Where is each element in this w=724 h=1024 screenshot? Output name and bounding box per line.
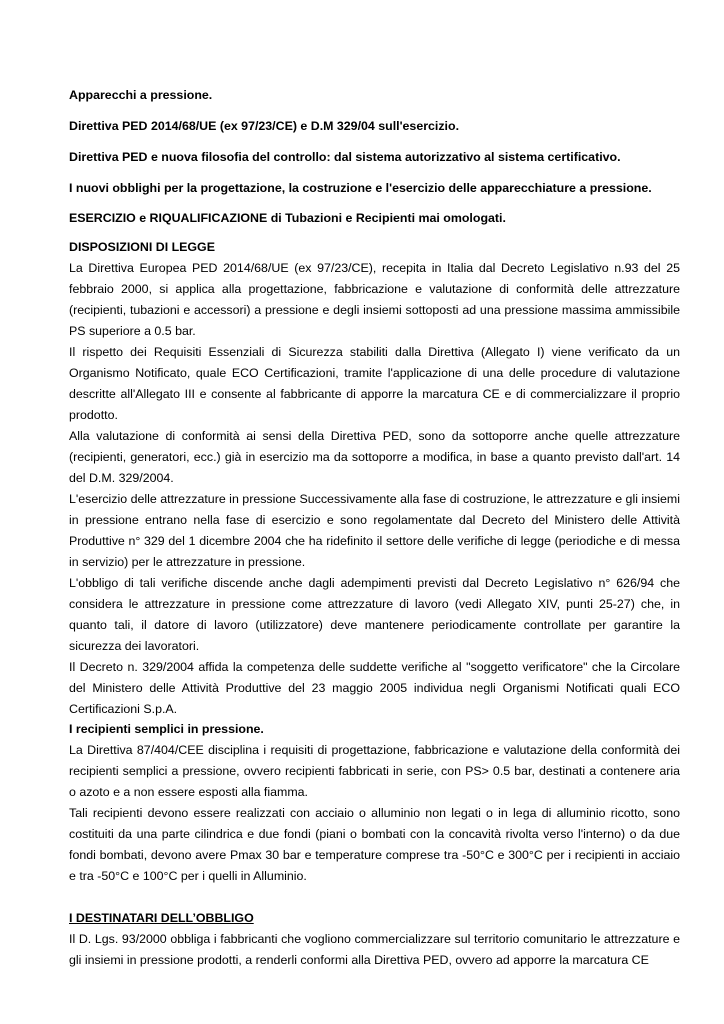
paragraph: La Direttiva 87/404/CEE disciplina i requisiti di progettazione, fabbricazione e valutazione della conformità dei recipienti semplici a pressione, ovvero recipienti fabbricati in serie, con PS> 0.5 bar, destinati a contenere aria o azoto e a non essere esposti alla fiamma. (69, 743, 680, 799)
section-recipienti-semplici (69, 719, 680, 887)
paragraph: Il rispetto dei Requisiti Essenziali di Sicurezza stabiliti dalla Direttiva (Allegato I) viene verificato da un Organismo Notificato, quale ECO Certificazioni, tramite l'applicazione di una delle procedure di valutazione descritte all'Allegato III e consente al fabbricante di apporre la marcatura CE e di commercializzare il proprio prodotto. (69, 345, 680, 422)
doc-subtitle-philosophy: Direttiva PED e nuova filosofia del controllo: dal sistema autorizzativo al sistema certificativo. (69, 150, 621, 164)
paragraph: Alla valutazione di conformità ai sensi della Direttiva PED, sono da sottoporre anche quelle attrezzature (recipienti, generatori, ecc.) già in esercizio ma da sottoporre a modifica, in base a quanto previsto dall'art. 14 del D.M. 329/2004. (69, 429, 680, 485)
paragraph: La Direttiva Europea PED 2014/68/UE (ex 97/23/CE), recepita in Italia dal Decreto Legislativo n.93 del 25 febbraio 2000, si applica alla progettazione, fabbricazione e valutazione di conformità delle attrezzature (recipienti, tubazioni e accessori) a pressione e degli insiemi sottoposti ad una pressione massima ammissibile PS superiore a 0.5 bar. (69, 261, 680, 338)
section-destinatari (69, 908, 680, 971)
paragraph: Il Decreto n. 329/2004 affida la competenza delle suddette verifiche al "soggetto verificatore" che la Circolare del Ministero delle Attività Produttive del 23 maggio 2005 individua negli Organismi Notificati quali ECO Certificazioni S.p.A. (69, 660, 680, 716)
paragraph: L'obbligo di tali verifiche discende anche dagli adempimenti previsti dal Decreto Legislativo n° 626/94 che considera le attrezzature in pressione come attrezzature di lavoro (vedi Allegato XIV, punti 25-27) che, in quanto tali, il datore di lavoro (utilizzatore) deve mantenere periodicamente controllate per garantire la sicurezza dei lavoratori. (69, 576, 680, 653)
section-title: I DESTINATARI DELL’OBBLIGO (69, 911, 254, 925)
section-title: I recipienti semplici in pressione. (69, 722, 264, 736)
paragraph: Tali recipienti devono essere realizzati con acciaio o alluminio non legati o in lega di alluminio ricotto, sono costituiti da una parte cilindrica e due fondi (piani o bombati con la concavità rivolta verso l'interno) o da due fondi bombati, devono avere Pmax 30 bar e temperature comprese tra -50°C e 300°C per i recipienti in acciaio e tra -50°C e 100°C per i quelli in Alluminio. (69, 806, 680, 883)
section-disposizioni (69, 237, 680, 720)
doc-subtitle-obligations: I nuovi obblighi per la progettazione, la costruzione e l'esercizio delle apparecchiature a pressione. (69, 181, 652, 195)
paragraph: L'esercizio delle attrezzature in pressione Successivamente alla fase di costruzione, le attrezzature e gli insiemi in pressione entrano nella fase di esercizio e sono regolamentate dal Decreto del Ministero delle Attività Produttive n° 329 del 1 dicembre 2004 che ha ridefinito il settore delle verifiche di legge (periodiche e di messa in servizio) per le attrezzature in pressione. (69, 492, 680, 569)
doc-title: Apparecchi a pressione. (69, 88, 213, 102)
section-title: DISPOSIZIONI DI LEGGE (69, 240, 215, 254)
doc-subtitle-requalification: ESERCIZIO e RIQUALIFICAZIONE di Tubazioni e Recipienti mai omologati. (69, 211, 506, 225)
doc-subtitle-ped: Direttiva PED 2014/68/UE (ex 97/23/CE) e D.M 329/04 sull'esercizio. (69, 119, 460, 133)
paragraph: Il D. Lgs. 93/2000 obbliga i fabbricanti che vogliono commercializzare sul territorio comunitario le attrezzature e gli insiemi in pressione prodotti, a renderli conformi alla Direttiva PED, ovvero ad apporre la marcatura CE (69, 932, 680, 967)
